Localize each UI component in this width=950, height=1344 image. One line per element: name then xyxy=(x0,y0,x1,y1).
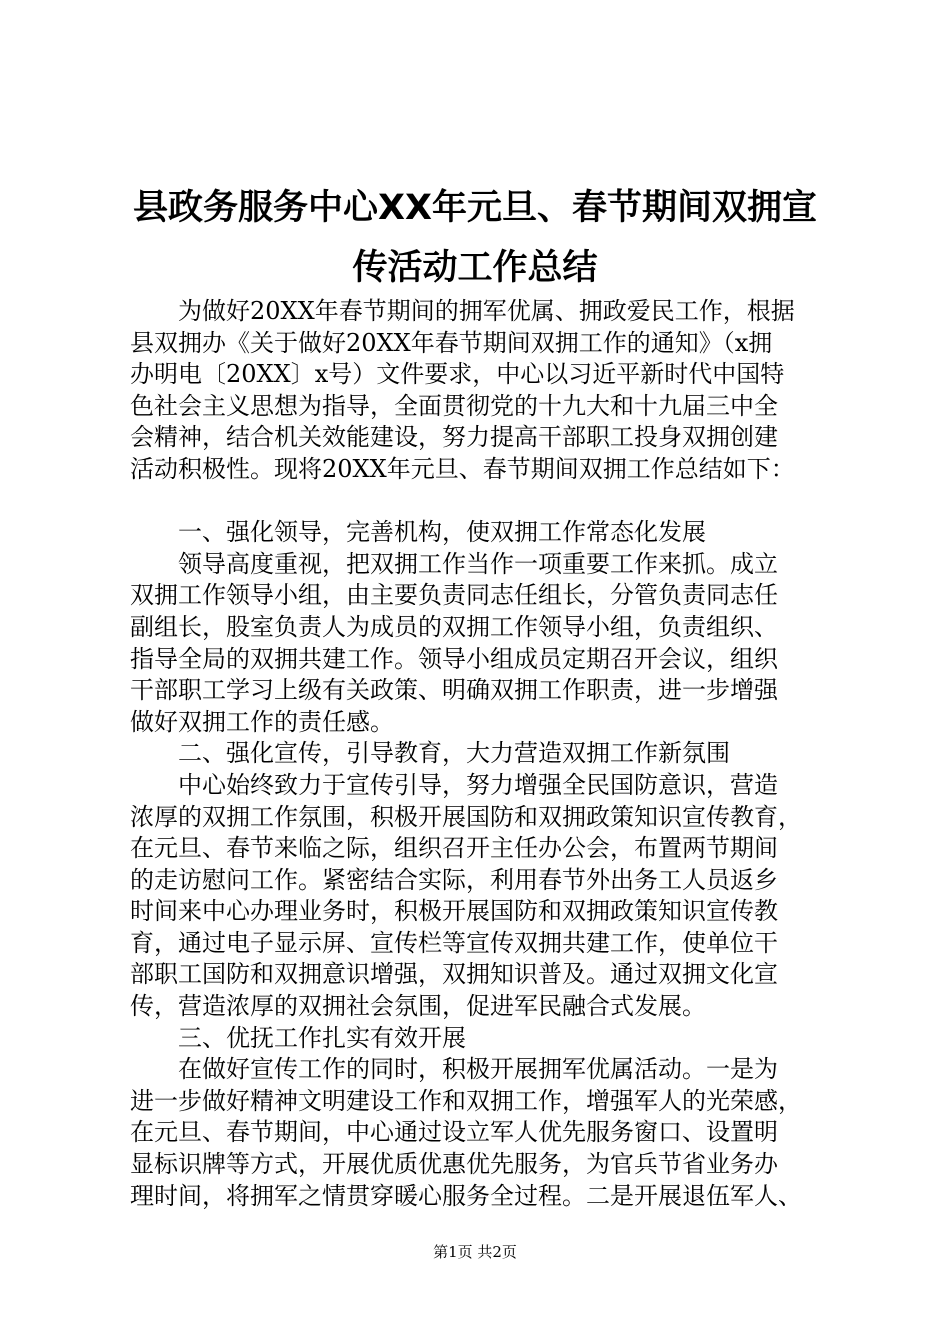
body-line: 领导高度重视，把双拥工作当作一项重要工作来抓。成立 xyxy=(130,549,778,578)
document-title-line-2: 传活动工作总结 xyxy=(352,248,598,288)
page-footer: 第1页 共2页 xyxy=(433,1243,517,1261)
body-line: 办明电〔20XX〕x号）文件要求，中心以习近平新时代中国特 xyxy=(130,360,785,389)
body-line: 在元旦、春节来临之际，组织召开主任办公会，布置两节期间 xyxy=(130,834,778,863)
body-line: 二、强化宣传，引导教育，大力营造双拥工作新氛围 xyxy=(130,739,730,768)
body-line: 双拥工作领导小组，由主要负责同志任组长，分管负责同志任 xyxy=(130,581,778,610)
document-title-line-1: 县政务服务中心XX年元旦、春节期间双拥宣 xyxy=(133,188,817,228)
body-line: 三、优抚工作扎实有效开展 xyxy=(130,1023,466,1052)
body-line: 副组长，股室负责人为成员的双拥工作领导小组，负责组织、 xyxy=(130,612,778,641)
body-line: 部职工国防和双拥意识增强，双拥知识普及。通过双拥文化宣 xyxy=(130,960,778,989)
body-line: 在做好宣传工作的同时，积极开展拥军优属活动。一是为 xyxy=(130,1055,778,1084)
paragraph-gap xyxy=(130,486,830,518)
body-line: 色社会主义思想为指导，全面贯彻党的十九大和十九届三中全 xyxy=(130,391,778,420)
body-line: 做好双拥工作的责任感。 xyxy=(130,707,394,736)
body-line: 的走访慰问工作。紧密结合实际，利用春节外出务工人员返乡 xyxy=(130,865,778,894)
body-line: 浓厚的双拥工作氛围，积极开展国防和双拥政策知识宣传教育， xyxy=(130,802,802,831)
body-line: 理时间，将拥军之情贯穿暖心服务全过程。二是开展退伍军人、 xyxy=(130,1181,802,1210)
body-line: 干部职工学习上级有关政策、明确双拥工作职责，进一步增强 xyxy=(130,676,778,705)
body-line: 显标识牌等方式，开展优质优惠优先服务，为官兵节省业务办 xyxy=(130,1150,778,1179)
body-line: 为做好20XX年春节期间的拥军优属、拥政爱民工作，根据 xyxy=(130,297,795,325)
body-line: 传，营造浓厚的双拥社会氛围，促进军民融合式发展。 xyxy=(130,992,706,1021)
body-line: 进一步做好精神文明建设工作和双拥工作，增强军人的光荣感， xyxy=(130,1086,802,1115)
body-line: 一、强化领导，完善机构，使双拥工作常态化发展 xyxy=(130,518,706,547)
body-line: 中心始终致力于宣传引导，努力增强全民国防意识，营造 xyxy=(130,770,778,799)
body-line: 县双拥办《关于做好20XX年春节期间双拥工作的通知》（x拥 xyxy=(130,328,773,357)
body-line: 指导全局的双拥共建工作。领导小组成员定期召开会议，组织 xyxy=(130,644,778,673)
body-line: 在元旦、春节期间，中心通过设立军人优先服务窗口、设置明 xyxy=(130,1118,778,1147)
body-line: 时间来中心办理业务时，积极开展国防和双拥政策知识宣传教 xyxy=(130,897,778,926)
body-line: 育，通过电子显示屏、宣传栏等宣传双拥共建工作，使单位干 xyxy=(130,928,778,957)
body-line: 活动积极性。现将20XX年元旦、春节期间双拥工作总结如下： xyxy=(130,454,795,483)
document-body xyxy=(130,296,830,1212)
body-line: 会精神，结合机关效能建设，努力提高干部职工投身双拥创建 xyxy=(130,423,778,452)
